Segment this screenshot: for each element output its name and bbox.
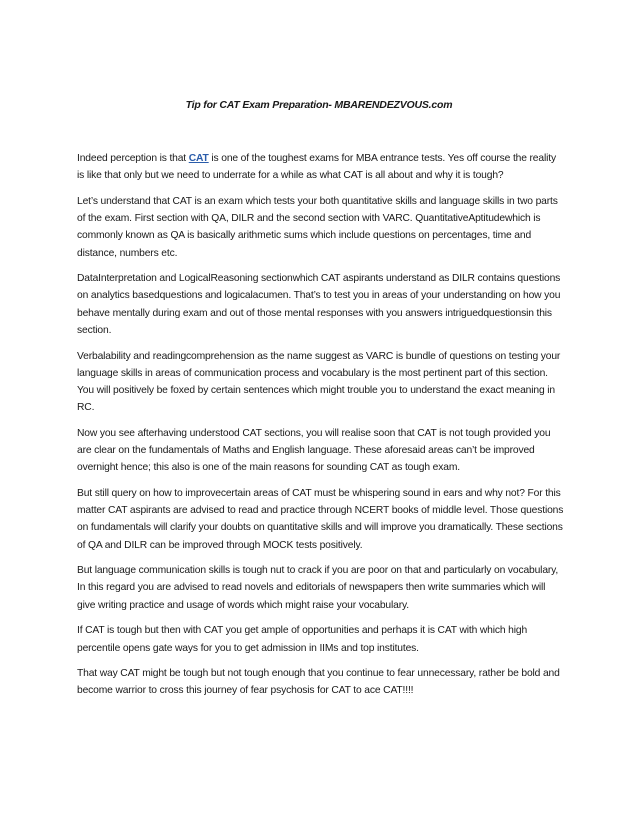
paragraph-5: Now you see afterhaving understood CAT sections, you will realise soon that CAT is not tough provided you are clear on the fundamentals of Maths and English language. These aforesaid areas can’t be improved overnight hence; this also is one of the main reasons for sounding CAT as tough exam. — [77, 427, 551, 474]
paragraph-2: Let’s understand that CAT is an exam which tests your both quantitative skills and language skills in two parts of the exam. First section with QA, DILR and the second section with VARC. QuantitativeAptitudewhich is commonly known as QA is basically arithmetic sums which include questions on percentages, time and distance, numbers etc. — [77, 195, 558, 259]
cat-link[interactable]: CAT — [188, 153, 209, 164]
paragraph-4: Verbalability and readingcomprehension as the name suggest as VARC is bundle of questions on testing your language skills in areas of communication process and vocabulary is the most pertinent part of this section. You will positively be foxed by certain sentences which might trouble you to understand the exact meaning in RC. — [77, 350, 561, 414]
paragraph-9: That way CAT might be tough but not tough enough that you continue to fear unnecessary, rather be bold and become warrior to cross this journey of fear psychosis for CAT to ace CAT!!!! — [77, 668, 560, 697]
document-body — [77, 150, 565, 708]
paragraph-1-rest: is one of the toughest exams for MBA entrance tests. Yes off course the reality is like that only but we need to underrate for a while as what CAT is all about and why it is tough? — [77, 153, 556, 182]
paragraph-7: But language communication skills is tough nut to crack if you are poor on that and particularly on vocabulary, In this regard you are advised to read novels and editorials of newspapers then write summaries which will give writing practice and usage of words which might raise your vocabulary. — [77, 565, 559, 611]
paragraph-1-lead: Indeed perception is that — [77, 153, 189, 164]
paragraph-3: DataInterpretation and LogicalReasoning sectionwhich CAT aspirants understand as DILR contains questions on analytics basedquestions and logicalacumen. That’s to test you in areas of your understanding on how you behave mentally during exam and out of those mental responses with you answers intriguedquestionsin this section. — [77, 273, 561, 336]
paragraph-6: But still query on how to improvecertain areas of CAT must be whispering sound in ears and why not? For this matter CAT aspirants are advised to read and practice through NCERT books of middle level. Those questions on fundamentals will clarify your doubts on quantitative skills and will improve you dramatically. These sections of QA and DILR can be improved through MOCK tests positively. — [77, 487, 564, 551]
paragraph-1 — [77, 150, 565, 184]
document-title: Tip for CAT Exam Preparation- MBARENDEZVOUS.com — [185, 99, 453, 111]
paragraph-8: If CAT is tough but then with CAT you get ample of opportunities and perhaps it is CAT with which high percentile opens gate ways for you to get admission in IIMs and top institutes. — [77, 625, 528, 654]
